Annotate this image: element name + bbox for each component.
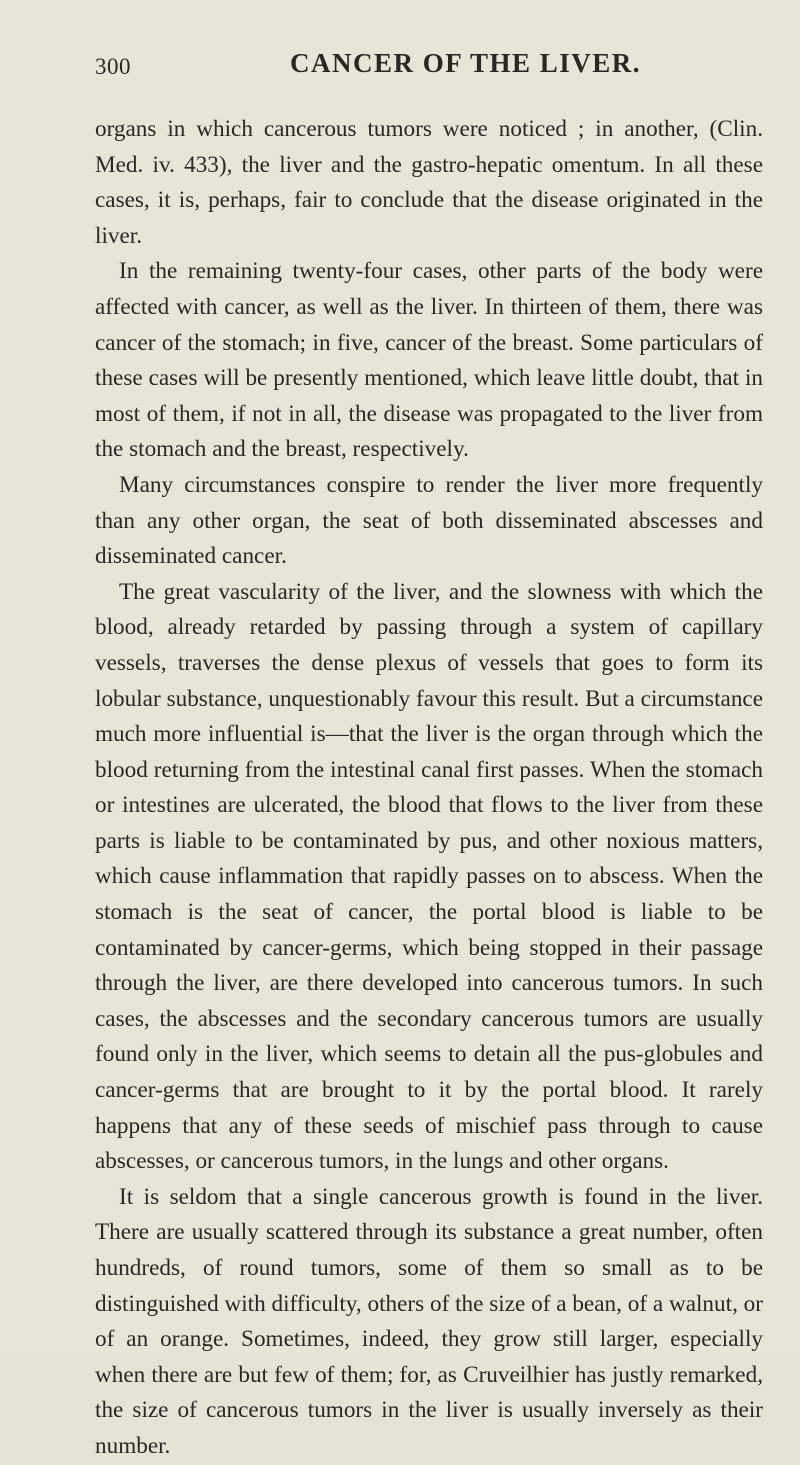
paragraph-remaining-cases: In the remaining twenty-four cases, other parts of the body were affected with cancer, as well as the liver. In thirteen of them, there was cancer of the stomach; in five, cancer of the breast. Some particulars of these cases will be presently mentioned, which leave little doubt, that in most of them, if not in all, the disease was propagated to the liver from the stomach and the breast, respectively.: [95, 258, 763, 463]
running-head: [95, 48, 755, 88]
body-text: [95, 112, 763, 1465]
paragraph-vascularity: The great vascularity of the liver, and the slowness with which the blood, already retarded by passing through a system of capillary vessels, traverses the dense plexus of vessels that goes to form its lobular substance, unquestionably favour this result. But a circumstance much more influential is—that the liver is the organ through which the blood returning from the intestinal canal first passes. When the stomach or intestines are ulcerated, the blood that flows to the liver from these parts is liable to be contaminated by pus, and other noxious matters, which cause inflammation that rapidly passes on to abscess. When the stomach is the seat of cancer, the portal blood is liable to be contaminated by cancer-germs, which being stopped in their passage through the liver, are there developed into cancerous tumors. In such cases, the abscesses and the secondary cancerous tumors are usually found only in the liver, which seems to detain all the pus-globules and cancer-germs that are brought to it by the portal blood. It rarely happens that any of these seeds of mischief pass through to cause abscesses, or cancerous tumors, in the lungs and other organs.: [95, 578, 763, 1175]
paragraph-continuation: organs in which cancerous tumors were noticed ; in another, (Clin. Med. iv. 433), the liver and the gastro-hepatic omentum. In all these cases, it is, perhaps, fair to conclude that the disease originated in the liver.: [95, 116, 763, 249]
page-number: 300: [95, 54, 131, 79]
running-title: CANCER OF THE LIVER.: [290, 48, 642, 78]
paragraph-single-growth: It is seldom that a single cancerous growth is found in the liver. There are usually scattered through its substance a great number, often hundreds, of round tumors, some of them so small as to be distinguished with difficulty, others of the size of a bean, of a walnut, or of an orange. Sometimes, indeed, they grow still larger, especially when there are but few of them; for, as Cruveilhier has justly remarked, the size of cancerous tumors in the liver is usually inversely as their number.: [95, 1183, 763, 1459]
paragraph-circumstances: Many circumstances conspire to render the liver more frequently than any other organ, the seat of both disseminated abscesses and disseminated cancer.: [95, 471, 763, 570]
